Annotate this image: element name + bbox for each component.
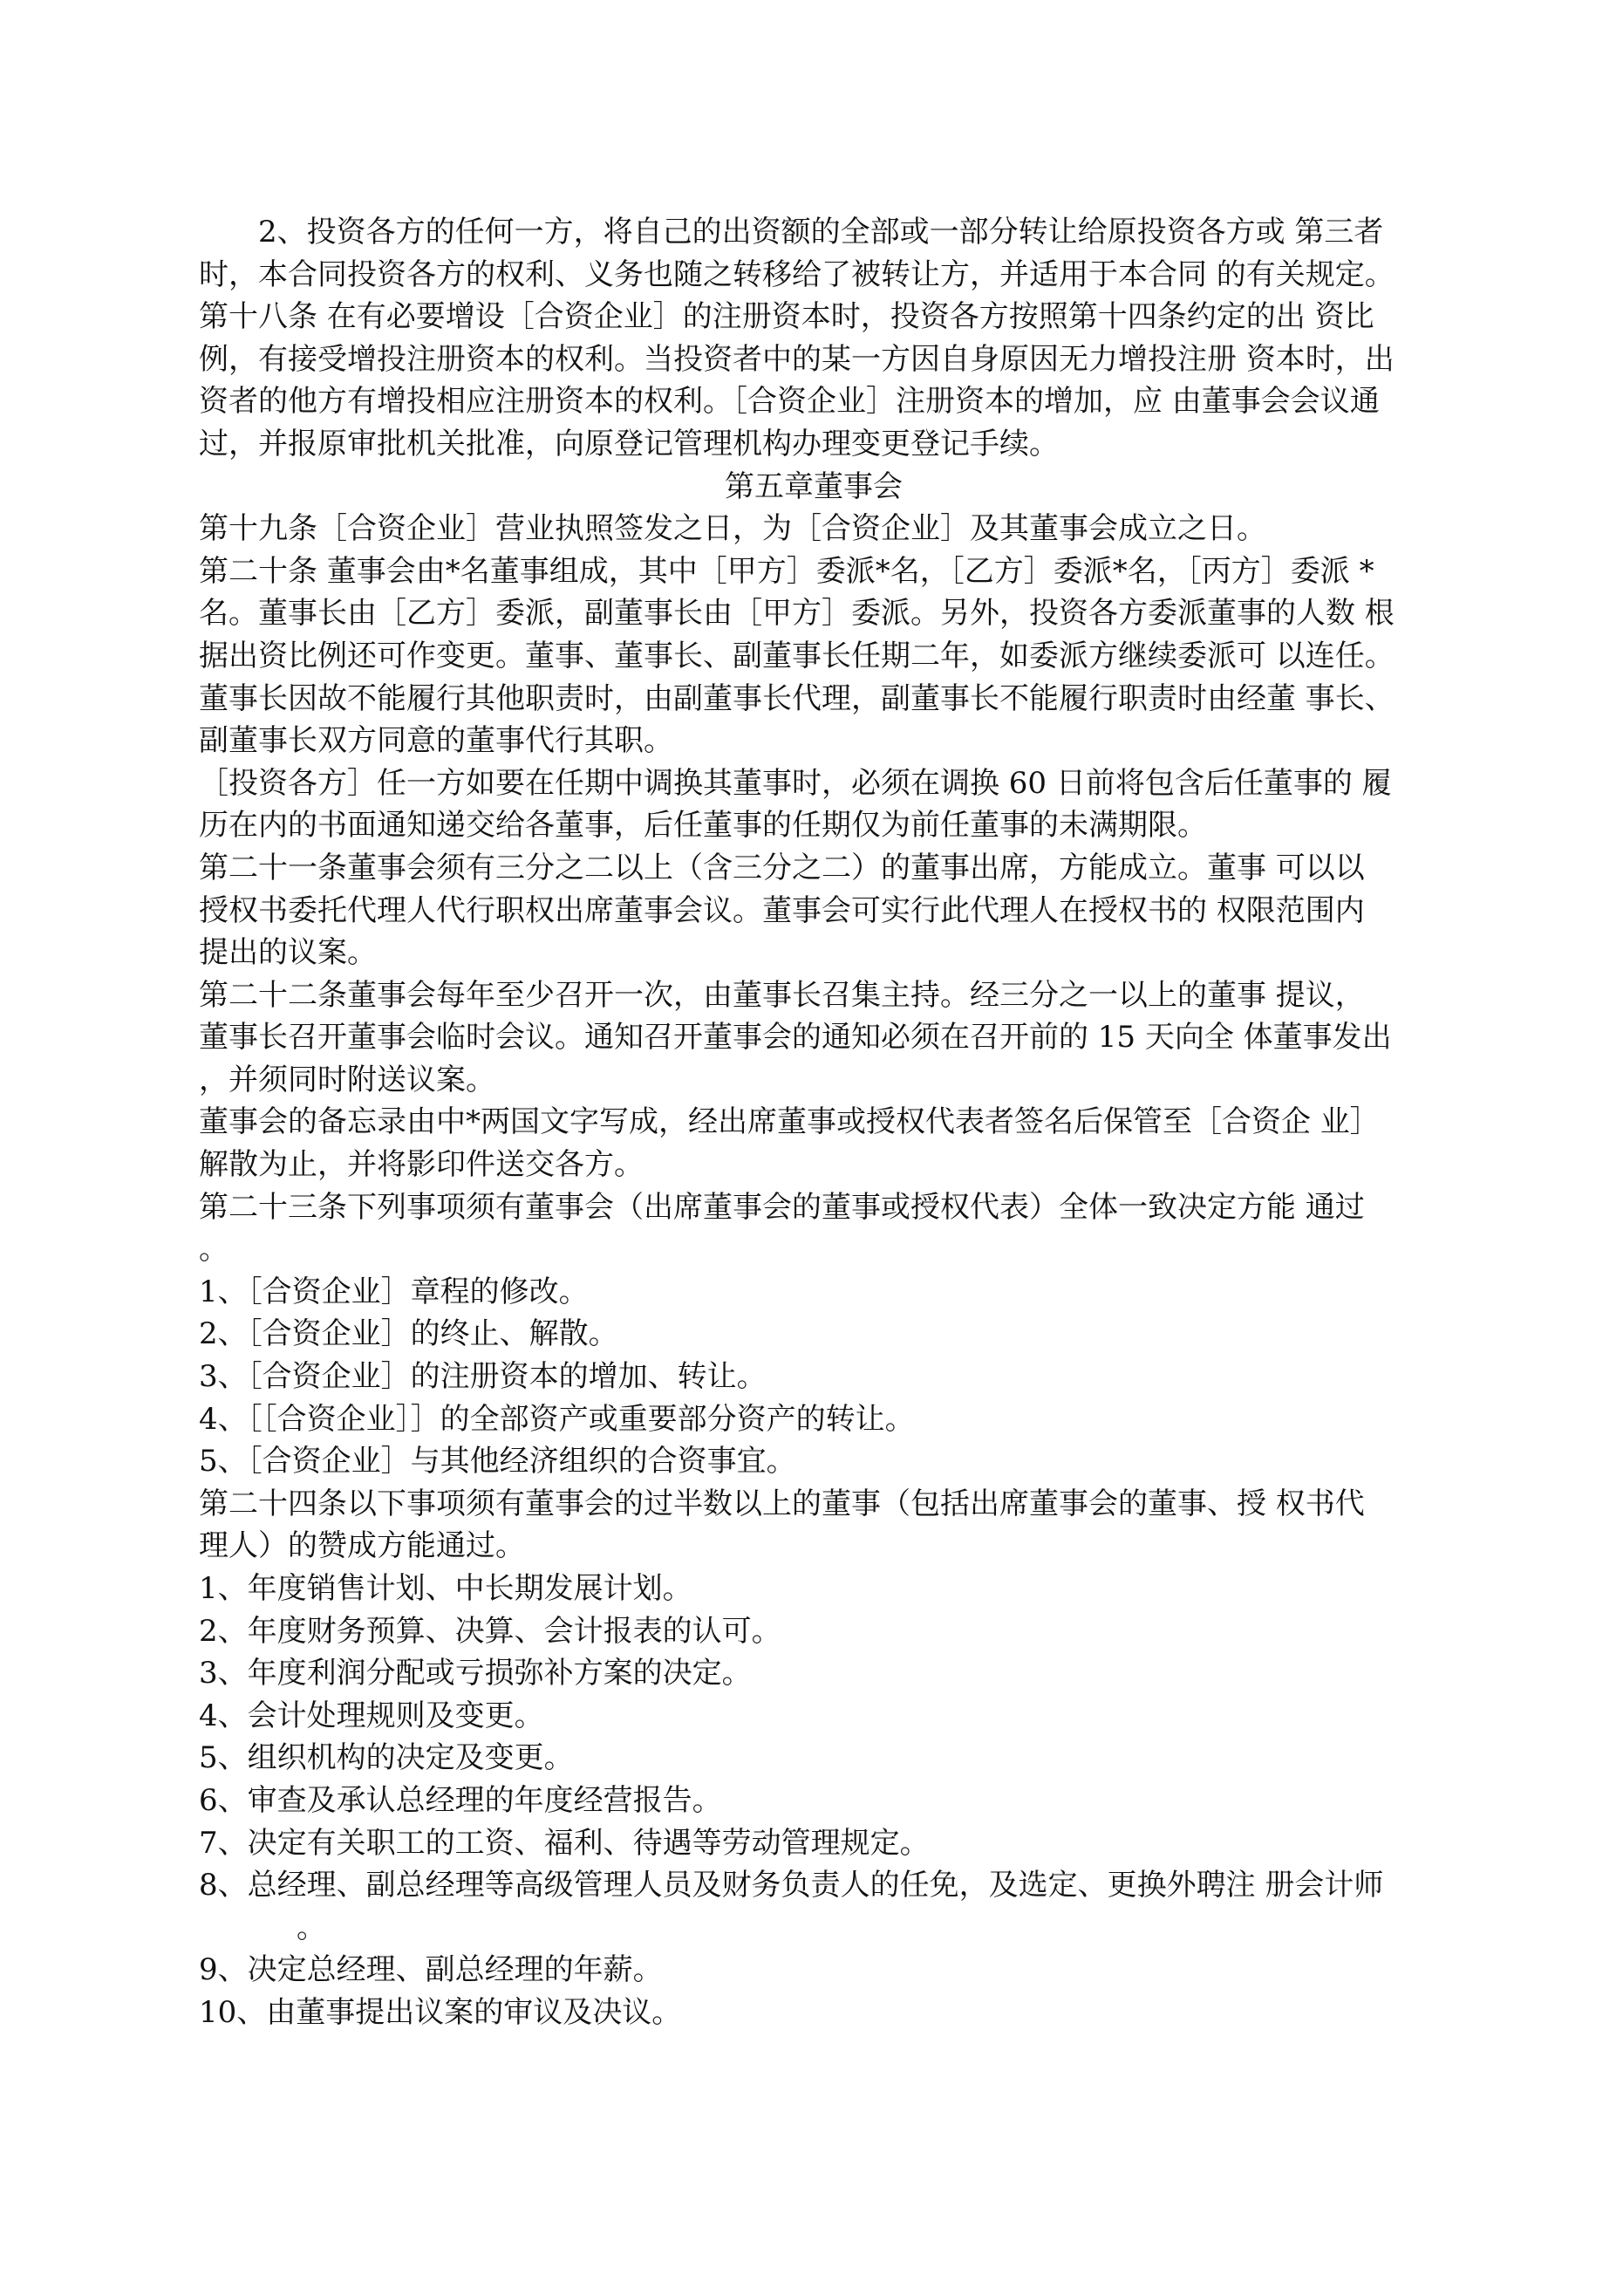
text-line: 2、投资各方的任何一方，将自己的出资额的全部或一部分转让给原投资各方或 第三者 (258, 215, 1384, 249)
list-item: 10、由董事提出议案的审议及决议。 (199, 1994, 682, 2030)
list-item: 7、决定有关职工的工资、福利、待遇等劳动管理规定。 (199, 1825, 930, 1861)
list-item: 5、［合资企业］与其他经济组织的合资事宜。 (199, 1444, 796, 1479)
list-item: 9、决定总经理、副总经理的年薪。 (199, 1952, 663, 1988)
list-item: 1、［合资企业］章程的修改。 (199, 1274, 589, 1309)
text-line: 第十八条 在有必要增设［合资企业］的注册资本时，投资各方按照第十四条约定的出 资比 (199, 299, 1374, 335)
text-line: 董事长因故不能履行其他职责时，由副董事长代理，副董事长不能履行职责时由经董 事长、 (199, 680, 1395, 716)
text-line: 副董事长双方同意的董事代行其职。 (199, 723, 673, 759)
text-line: 授权书委托代理人代行职权出席董事会议。董事会可实行此代理人在授权书的 权限范围内 (199, 892, 1365, 928)
text-line: 例，有接受增投注册资本的权利。当投资者中的某一方因自身原因无力增投注册 资本时，出 (199, 341, 1395, 377)
list-item: 3、［合资企业］的注册资本的增加、转让。 (199, 1359, 767, 1395)
text-line: 第二十四条以下事项须有董事会的过半数以上的董事（包括出席董事会的董事、授 权书代 (199, 1486, 1365, 1521)
text-line: 第二十三条下列事项须有董事会（出席董事会的董事或授权代表）全体一致决定方能 通过 (199, 1189, 1365, 1225)
text-line: 提出的议案。 (199, 935, 377, 971)
text-line: 名。董事长由［乙方］委派，副董事长由［甲方］委派。另外，投资各方委派董事的人数 根 (199, 596, 1395, 632)
text-line: 董事长召开董事会临时会议。通知召开董事会的通知必须在召开前的 15 天向全 体董事发出 (199, 1020, 1392, 1056)
text-line: 解散为止，并将影印件送交各方。 (199, 1147, 644, 1183)
text-line: 。 (297, 1910, 326, 1945)
text-line: ，并须同时附送议案。 (199, 1062, 495, 1097)
text-line: 据出资比例还可作变更。董事、董事长、副董事长任期二年，如委派方继续委派可 以连任。 (199, 638, 1395, 673)
text-line: 第十九条［合资企业］营业执照签发之日，为［合资企业］及其董事会成立之日。 (199, 511, 1266, 547)
list-item: 6、审查及承认总经理的年度经营报告。 (199, 1782, 722, 1818)
document-body (199, 211, 1429, 2034)
text-line: 。 (199, 1232, 228, 1268)
text-line: 时，本合同投资各方的权利、义务也随之转移给了被转让方，并适用于本合同 的有关规定。 (199, 256, 1395, 292)
text-line: 过，并报原审批机关批准，向原登记管理机构办理变更登记手续。 (199, 426, 1059, 461)
text-line: 理人）的赞成方能通过。 (199, 1528, 525, 1564)
list-item: 5、组织机构的决定及变更。 (199, 1740, 574, 1776)
list-item: 2、［合资企业］的终止、解散。 (199, 1316, 618, 1352)
text-line: 董事会的备忘录由中*两国文字写成，经出席董事或授权代表者签名后保管至［合资企 业］ (199, 1104, 1380, 1140)
text-line: 历在内的书面通知递交给各董事，后任董事的任期仅为前任董事的未满期限。 (199, 808, 1207, 844)
list-item: 1、年度销售计划、中长期发展计划。 (199, 1571, 692, 1606)
text-line: 第二十一条董事会须有三分之二以上（含三分之二）的董事出席，方能成立。董事 可以以 (199, 850, 1365, 885)
list-item: 4、［［合资企业］］的全部资产或重要部分资产的转让。 (199, 1401, 915, 1437)
list-item: 3、年度利润分配或亏损弥补方案的决定。 (199, 1656, 752, 1691)
list-item: 8、总经理、副总经理等高级管理人员及财务负责人的任免，及选定、更换外聘注 册会计师 (199, 1868, 1384, 1903)
text-line: 第二十二条董事会每年至少召开一次，由董事长召集主持。经三分之一以上的董事 提议， (199, 977, 1365, 1013)
text-line: 第二十条 董事会由*名董事组成，其中［甲方］委派*名，［乙方］委派*名，［丙方］委派 * (199, 553, 1374, 589)
list-item: 2、年度财务预算、决算、会计报表的认可。 (199, 1613, 781, 1649)
text-line: ［投资各方］任一方如要在任期中调换其董事时，必须在调换 60 日前将包含后任董事的 履 (199, 765, 1392, 801)
list-item: 4、会计处理规则及变更。 (199, 1698, 544, 1733)
text-line: 资者的他方有增投相应注册资本的权利。［合资企业］注册资本的增加，应 由董事会会议通 (199, 384, 1380, 420)
chapter-heading: 第五章董事会 (725, 468, 903, 504)
